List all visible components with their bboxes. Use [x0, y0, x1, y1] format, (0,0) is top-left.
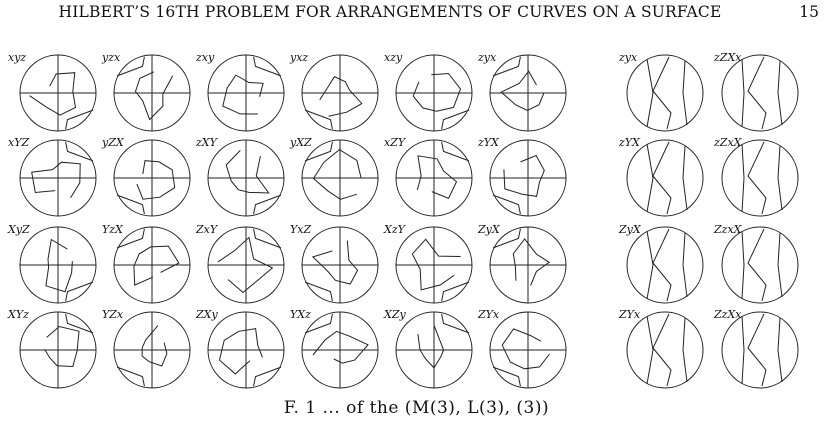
- wedge-curve: [254, 195, 281, 214]
- panel-label: ZzXx: [714, 308, 742, 321]
- panel-ZYx: [477, 308, 566, 388]
- figure-caption: F. 1 ... of the (M(3), L(3), (3)): [283, 398, 550, 418]
- panel-ZyX: [618, 223, 703, 303]
- closed-curve: [313, 241, 358, 284]
- panel-ZXy: [195, 308, 284, 388]
- panel-label: YXz: [290, 308, 311, 321]
- panel-xYZ: [8, 136, 96, 216]
- panel-XZy: [383, 308, 472, 388]
- panel-label: XzY: [384, 223, 405, 236]
- panel-YzX: [102, 223, 190, 303]
- panel-zYX: [618, 136, 703, 216]
- panel-label: XyZ: [8, 223, 30, 236]
- wedge-curve: [117, 195, 144, 214]
- panel-zyx: [477, 51, 566, 131]
- closed-curve: [418, 325, 444, 368]
- closed-curve: [45, 327, 79, 367]
- running-title: HILBERT’S 16TH PROBLEM FOR ARRANGEMENTS OF CURVES ON A SURFACE: [58, 3, 722, 21]
- panel-label: ZXy: [196, 308, 218, 321]
- closed-curve: [504, 156, 544, 197]
- panel-label: yxz: [290, 51, 309, 64]
- wedge-curve: [66, 282, 93, 301]
- panel-zxy: [195, 51, 284, 131]
- panel-yxz: [289, 51, 378, 131]
- left-curve: [742, 316, 744, 384]
- panel-label: zYX: [478, 136, 499, 149]
- left-curve: [742, 144, 744, 212]
- left-curve: [647, 231, 653, 299]
- wedge-curve: [66, 314, 93, 333]
- right-curve: [683, 318, 687, 382]
- panel-ZxY: [195, 223, 284, 303]
- panel-label: xYZ: [8, 136, 30, 149]
- right-curve: [778, 61, 782, 125]
- page-number: 15: [799, 3, 819, 21]
- panel-ZzXx: [713, 308, 798, 388]
- panel-label: xyz: [8, 51, 27, 64]
- middle-curve: [653, 314, 671, 386]
- closed-curve: [134, 246, 179, 285]
- left-curve: [742, 231, 744, 299]
- panel-label: XYz: [8, 308, 29, 321]
- panel-label: zZxX: [714, 136, 742, 149]
- closed-curve: [46, 240, 73, 292]
- panel-label: zxy: [196, 51, 215, 64]
- panel-ZyX: [477, 223, 566, 303]
- left-curve: [647, 316, 653, 384]
- closed-curve: [501, 71, 544, 110]
- panel-zYX: [477, 136, 566, 216]
- panel-xzy: [384, 51, 472, 131]
- closed-curve: [417, 156, 456, 199]
- panel-xZY: [384, 136, 472, 216]
- panel-label: YzX: [102, 223, 123, 236]
- panel-yXZ: [289, 136, 378, 216]
- wedge-curve: [117, 57, 144, 76]
- panel-label: xZY: [384, 136, 406, 149]
- panel-label: ZxY: [196, 223, 218, 236]
- panel-zZXx: [713, 51, 798, 131]
- panel-label: YxZ: [290, 223, 312, 236]
- panel-zyx: [618, 51, 703, 131]
- panel-XzY: [383, 223, 472, 303]
- panel-zXY: [195, 136, 284, 216]
- middle-curve: [653, 229, 671, 301]
- panel-YxZ: [290, 223, 378, 303]
- middle-curve: [748, 229, 766, 301]
- middle-curve: [748, 142, 766, 214]
- wedge-curve: [442, 314, 469, 333]
- left-curve: [647, 144, 653, 212]
- closed-curve: [314, 150, 362, 200]
- panel-ZzxX: [713, 223, 798, 303]
- panel-label: zXY: [196, 136, 217, 149]
- right-curve: [778, 146, 782, 210]
- closed-curve: [413, 74, 460, 112]
- middle-curve: [748, 57, 766, 129]
- closed-curve: [513, 239, 549, 286]
- panel-label: ZYx: [619, 308, 641, 321]
- wedge-curve: [305, 282, 332, 301]
- left-curve: [647, 59, 653, 127]
- panel-XYz: [7, 308, 96, 388]
- panel-yZX: [101, 136, 190, 216]
- closed-curve: [220, 329, 263, 374]
- wedge-curve: [254, 229, 281, 248]
- panel-label: yzx: [102, 51, 121, 64]
- wedge-curve: [254, 367, 281, 386]
- wedge-curve: [493, 195, 520, 214]
- closed-curve: [223, 75, 263, 114]
- panel-YZx: [102, 308, 190, 388]
- wedge-curve: [442, 142, 469, 161]
- wedge-curve: [442, 110, 469, 129]
- wedge-curve: [305, 110, 332, 129]
- panel-YXz: [290, 308, 378, 388]
- right-curve: [778, 318, 782, 382]
- wedge-curve: [117, 367, 144, 386]
- panel-label: ZyX: [619, 223, 641, 236]
- panel-label: zyx: [619, 51, 638, 64]
- panel-label: ZYx: [478, 308, 500, 321]
- panel-yzx: [101, 51, 190, 131]
- panel-XyZ: [7, 223, 96, 303]
- panel-label: XZy: [384, 308, 406, 321]
- panel-ZYx: [618, 308, 703, 388]
- wedge-curve: [66, 110, 93, 129]
- panel-label: zYX: [619, 136, 640, 149]
- middle-curve: [748, 314, 766, 386]
- closed-curve: [142, 325, 167, 366]
- right-curve: [778, 233, 782, 297]
- closed-curve: [320, 77, 362, 117]
- closed-curve: [30, 73, 76, 115]
- middle-curve: [653, 142, 671, 214]
- right-curve: [683, 61, 687, 125]
- closed-curve: [226, 150, 269, 193]
- closed-curve: [136, 72, 173, 120]
- closed-curve: [137, 161, 175, 200]
- panel-zZxX: [713, 136, 798, 216]
- closed-curve: [32, 162, 80, 198]
- left-curve: [742, 59, 744, 127]
- panel-label: xzy: [384, 51, 403, 64]
- wedge-curve: [493, 57, 520, 76]
- panel-label: zZXx: [714, 51, 742, 64]
- wedge-curve: [66, 142, 93, 161]
- wedge-curve: [493, 367, 520, 386]
- wedge-curve: [254, 57, 281, 76]
- panel-label: YZx: [102, 308, 124, 321]
- middle-curve: [653, 57, 671, 129]
- panel-label: yXZ: [290, 136, 312, 149]
- closed-curve: [502, 329, 549, 369]
- right-curve: [683, 146, 687, 210]
- panel-label: zyx: [478, 51, 497, 64]
- wedge-curve: [442, 282, 469, 301]
- panel-label: yZX: [102, 136, 124, 149]
- right-curve: [683, 233, 687, 297]
- panel-label: ZyX: [478, 223, 500, 236]
- panel-label: ZzxX: [714, 223, 742, 236]
- panel-xyz: [8, 51, 96, 131]
